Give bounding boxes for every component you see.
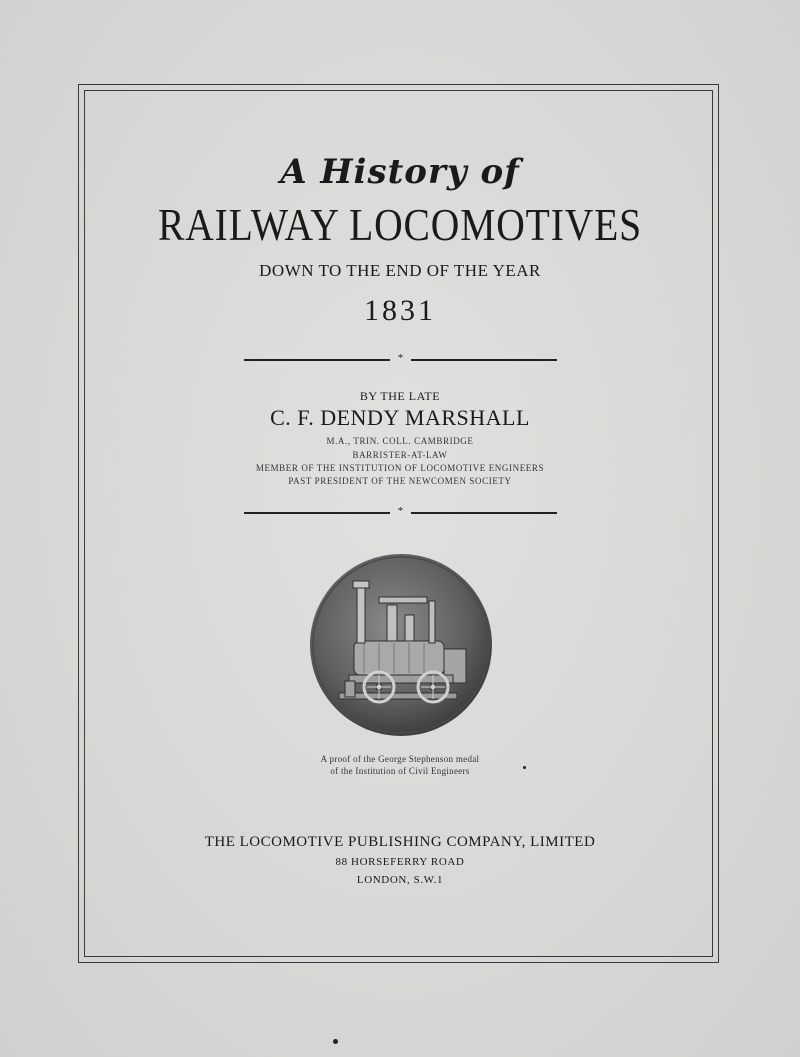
qualification-line: PAST PRESIDENT OF THE NEWCOMEN SOCIETY bbox=[288, 476, 512, 486]
paper-speck bbox=[523, 766, 526, 769]
stephenson-medal-image bbox=[309, 553, 493, 737]
main-title: RAILWAY LOCOMOTIVES bbox=[157, 199, 643, 250]
ornamental-rule-top bbox=[244, 354, 557, 366]
medal-caption: of the Institution of Civil Engineers bbox=[330, 766, 470, 776]
publisher-name: THE LOCOMOTIVE PUBLISHING COMPANY, LIMITED bbox=[204, 834, 596, 850]
author-name: C. F. DENDY MARSHALL bbox=[270, 405, 530, 430]
rule-line-right bbox=[411, 359, 557, 361]
qualification-line: M.A., TRIN. COLL. CAMBRIDGE bbox=[326, 436, 474, 446]
rule-line-left bbox=[244, 359, 390, 361]
qualification-line: MEMBER OF THE INSTITUTION OF LOCOMOTIVE ENGINEERS bbox=[255, 463, 545, 473]
paper-speck bbox=[333, 1039, 338, 1044]
publisher-address: 88 HORSEFERRY ROAD bbox=[335, 856, 465, 868]
ornamental-rule-bottom bbox=[244, 507, 557, 519]
qualification-line: BARRISTER-AT-LAW bbox=[352, 450, 448, 460]
rule-ornament: * bbox=[397, 352, 404, 364]
rule-line-left bbox=[244, 512, 390, 514]
by-line: BY THE LATE bbox=[359, 389, 441, 403]
year: 1831 bbox=[364, 294, 436, 327]
subtitle: DOWN TO THE END OF THE YEAR bbox=[259, 261, 541, 280]
title-script: A History of bbox=[280, 152, 520, 192]
publisher-city: LONDON, S.W.1 bbox=[356, 874, 444, 886]
medal-caption: A proof of the George Stephenson medal bbox=[320, 754, 480, 764]
rule-ornament: * bbox=[397, 505, 404, 517]
rule-line-right bbox=[411, 512, 557, 514]
